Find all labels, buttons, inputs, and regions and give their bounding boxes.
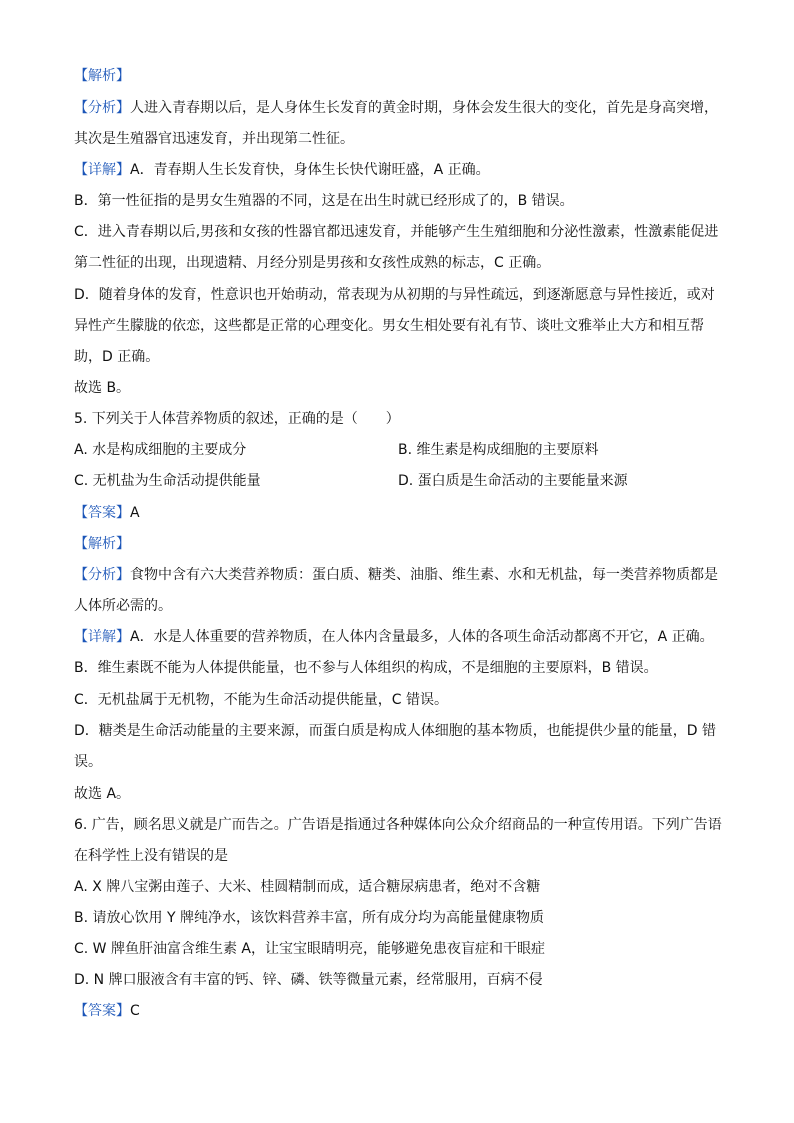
- q5-fenxi-line-2: 人体所必需的。: [74, 598, 172, 614]
- q5-fenxi-line-1: 【分析】食物中含有六大类营养物质：蛋白质、糖类、油脂、维生素、水和无机盐，每一类营养物质都是: [74, 567, 718, 583]
- q5-option-b: B. 维生素是构成细胞的主要原料: [398, 442, 599, 458]
- q5-analysis-heading: 【解析】: [74, 536, 130, 552]
- q5-answer: 【答案】A: [74, 505, 140, 521]
- q6-option-b: B. 请放心饮用 Y 牌纯净水，该饮料营养丰富，所有成分均为高能量健康物质: [74, 910, 544, 926]
- q6-stem-line-2: 在科学性上没有错误的是: [74, 848, 228, 864]
- q6-option-d: D. N 牌口服液含有丰富的钙、锌、磷、铁等微量元素，经常服用，百病不侵: [74, 972, 543, 988]
- q5-option-a: A. 水是构成细胞的主要成分: [74, 442, 247, 458]
- q4-fenxi-line-1: 【分析】人进入青春期以后，是人身体生长发育的黄金时期，身体会发生很大的变化，首先是身高突增，: [74, 100, 718, 116]
- q5-conclusion: 故选 A。: [74, 786, 131, 802]
- q4-detail-d-line-1: D．随着身体的发育，性意识也开始萌动，常表现为从初期的与异性疏远，到逐渐愿意与异性接近，或对: [74, 287, 715, 303]
- q4-detail-a: 【详解】A．青春期人生长发育快，身体生长快代谢旺盛，A 正确。: [74, 162, 490, 178]
- q6-option-a: A. X 牌八宝粥由莲子、大米、桂圆精制而成，适合糖尿病患者，绝对不含糖: [74, 879, 541, 895]
- q4-detail-c-line-2: 第二性征的出现，出现遗精、月经分别是男孩和女孩性成熟的标志，C 正确。: [74, 255, 551, 271]
- q5-detail-d-line-2: 误。: [74, 754, 102, 770]
- q5-detail-c: C．无机盐属于无机物，不能为生命活动提供能量，C 错误。: [74, 692, 448, 708]
- q6-answer: 【答案】C: [74, 1003, 140, 1019]
- q6-option-c: C. W 牌鱼肝油富含维生素 A，让宝宝眼睛明亮，能够避免患夜盲症和干眼症: [74, 941, 545, 957]
- q4-detail-d-line-2: 异性产生朦胧的依恋，这些都是正常的心理变化。男女生相处要有礼有节、谈吐文雅举止大方和相互帮: [74, 318, 704, 334]
- q4-fenxi-line-2: 其次是生殖器官迅速发育，并出现第二性征。: [74, 131, 354, 147]
- q5-detail-b: B．维生素既不能为人体提供能量，也不参与人体组织的构成，不是细胞的主要原料，B 错误。: [74, 660, 658, 676]
- q4-analysis-heading: 【解析】: [74, 68, 130, 84]
- q4-detail-d-line-3: 助，D 正确。: [74, 349, 160, 365]
- q6-stem-line-1: 6. 广告，顾名思义就是广而告之。广告语是指通过各种媒体向公众介绍商品的一种宣传用语。下列广告语: [74, 817, 722, 833]
- q5-detail-a: 【详解】A．水是人体重要的营养物质，在人体内含量最多，人体的各项生命活动都离不开它，A 正确。: [74, 629, 714, 645]
- q4-detail-c-line-1: C．进入青春期以后,男孩和女孩的性器官都迅速发育，并能够产生生殖细胞和分泌性激素，性激素能促进: [74, 224, 719, 240]
- q5-stem: 5. 下列关于人体营养物质的叙述，正确的是（ ）: [74, 411, 400, 427]
- q4-detail-b: B．第一性征指的是男女生殖器的不同，这是在出生时就已经形成了的，B 错误。: [74, 193, 574, 209]
- q5-detail-d-line-1: D．糖类是生命活动能量的主要来源，而蛋白质是构成人体细胞的基本物质，也能提供少量的能量，D 错: [74, 723, 717, 739]
- q4-conclusion: 故选 B。: [74, 380, 131, 396]
- q5-option-c: C. 无机盐为生命活动提供能量: [74, 473, 261, 489]
- q5-option-d: D. 蛋白质是生命活动的主要能量来源: [398, 473, 628, 489]
